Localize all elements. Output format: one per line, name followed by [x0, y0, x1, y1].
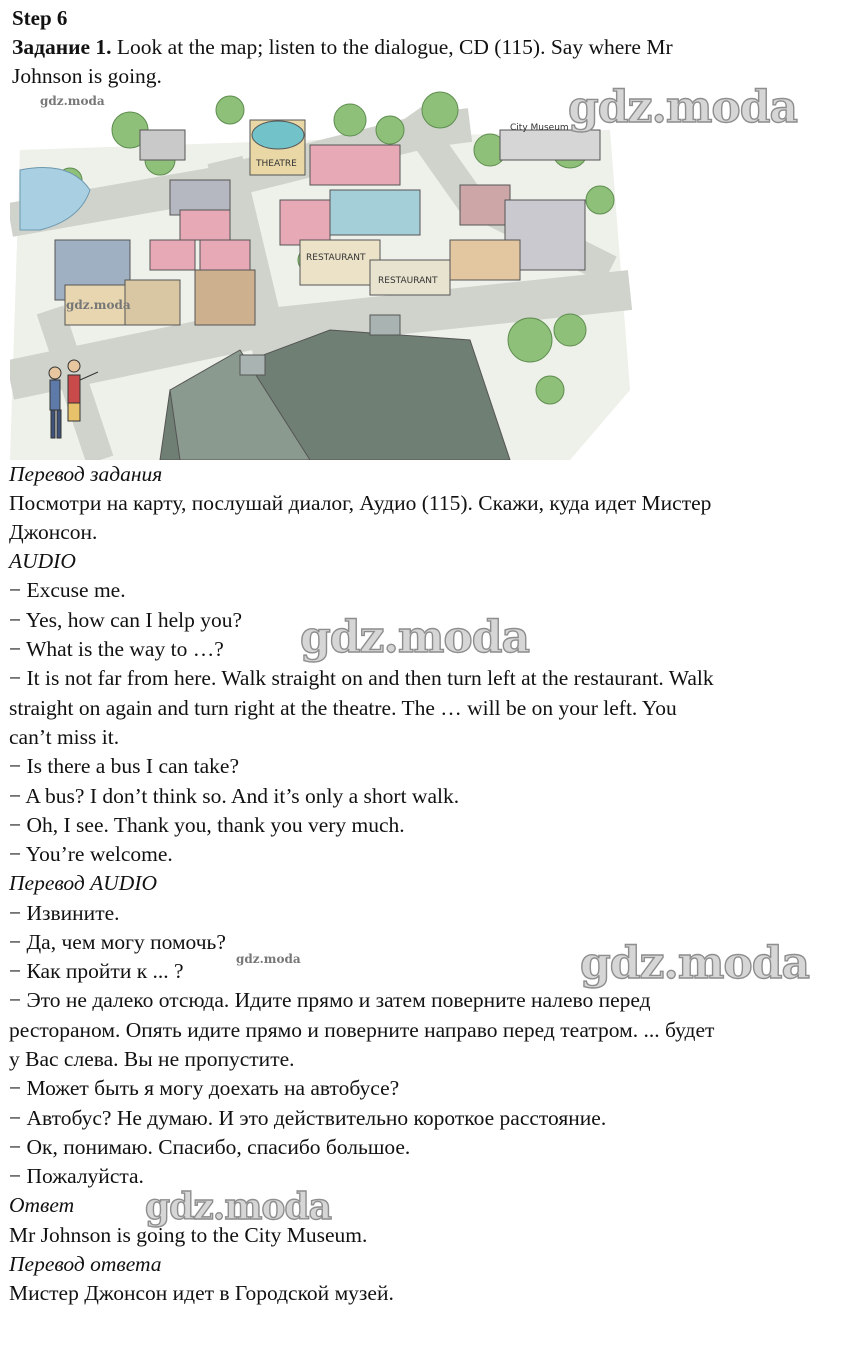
watermark: gdz.moda: [568, 82, 798, 133]
task-line-2: Johnson is going.: [12, 64, 162, 88]
audio-line: can’t miss it.: [9, 725, 120, 749]
task-text-1: Look at the map; listen to the dialogue, CD (115). Say where Mr: [111, 35, 673, 59]
audio-translation-line: − Пожалуйста.: [9, 1164, 144, 1188]
audio-line: − A bus? I don’t think so. And it’s only a short walk.: [9, 784, 460, 808]
watermark-small: gdz.moda: [66, 298, 131, 312]
watermark-small: gdz.moda: [236, 952, 301, 966]
city-map-illustration: [10, 90, 635, 460]
audio-line: − You’re welcome.: [9, 842, 173, 866]
watermark: gdz.moda: [300, 612, 530, 663]
audio-heading: AUDIO: [9, 549, 76, 573]
task-line-1: [12, 33, 673, 62]
audio-line: straight on again and turn right at the theatre. The … will be on your left. You: [9, 696, 677, 720]
watermark-small: gdz.moda: [40, 94, 105, 108]
audio-line: − It is not far from here. Walk straight on and then turn left at the restaurant. Walk: [9, 666, 714, 690]
task-translation-line-2: Джонсон.: [9, 520, 98, 544]
audio-translation-heading: Перевод AUDIO: [9, 871, 158, 895]
task-label: Задание 1.: [12, 35, 112, 59]
task-translation-heading: Перевод задания: [9, 462, 163, 486]
audio-translation-line: − Автобус? Не думаю. И это действительно короткое расстояние.: [9, 1106, 607, 1130]
audio-translation-line: − Как пройти к ... ?: [9, 959, 184, 983]
audio-line: − What is the way to …?: [9, 637, 224, 661]
answer-text: Mr Johnson is going to the City Museum.: [9, 1223, 368, 1247]
map-label-restaurant-1: RESTAURANT: [306, 253, 366, 263]
audio-line: − Excuse me.: [9, 578, 126, 602]
answer-translation-text: Мистер Джонсон идет в Городской музей.: [9, 1281, 394, 1305]
answer-heading: Ответ: [9, 1193, 75, 1217]
audio-translation-line: − Это не далеко отсюда. Идите прямо и затем поверните налево перед: [9, 988, 651, 1012]
map-label-theatre: THEATRE: [256, 159, 297, 169]
audio-line: − Is there a bus I can take?: [9, 754, 240, 778]
audio-translation-line: рестораном. Опять идите прямо и поверните направо перед театром. ... будет: [9, 1018, 715, 1042]
watermark: gdz.moda: [580, 938, 810, 989]
audio-translation-line: − Извините.: [9, 901, 120, 925]
audio-translation-line: − Может быть я могу доехать на автобусе?: [9, 1076, 400, 1100]
audio-translation-line: − Да, чем могу помочь?: [9, 930, 226, 954]
answer-translation-heading: Перевод ответа: [9, 1252, 162, 1276]
map-label-restaurant-2: RESTAURANT: [378, 276, 438, 286]
watermark: gdz.moda: [145, 1186, 331, 1228]
step-heading: Step 6: [12, 6, 68, 30]
audio-line: − Yes, how can I help you?: [9, 608, 243, 632]
task-translation-line-1: Посмотри на карту, послушай диалог, Аудио (115). Скажи, куда идет Мистер: [9, 491, 712, 515]
audio-line: − Oh, I see. Thank you, thank you very much.: [9, 813, 405, 837]
audio-translation-line: − Ок, понимаю. Спасибо, спасибо большое.: [9, 1135, 411, 1159]
audio-translation-line: у Вас слева. Вы не пропустите.: [9, 1047, 295, 1071]
map-label-museum: City Museum: [510, 123, 569, 133]
